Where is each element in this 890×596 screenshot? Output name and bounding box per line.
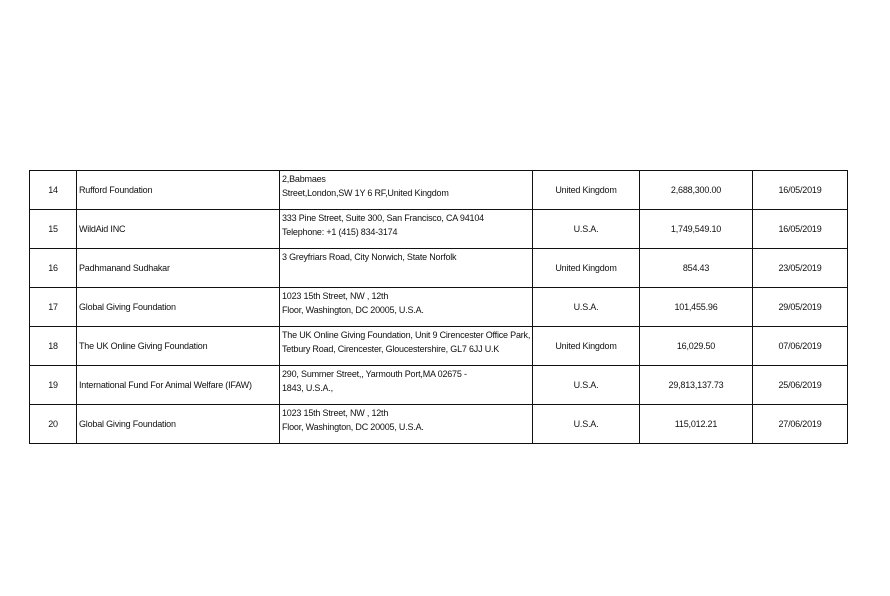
table-row bbox=[30, 210, 848, 249]
donor-address: 333 Pine Street, Suite 300, San Francisco, CA 94104 Telephone: +1 (415) 834-3174 bbox=[280, 210, 533, 249]
donation-date: 29/05/2019 bbox=[753, 288, 848, 327]
donor-country: United Kingdom bbox=[533, 327, 640, 366]
donor-country: U.S.A. bbox=[533, 210, 640, 249]
donation-amount: 2,688,300.00 bbox=[640, 171, 753, 210]
donor-name: Padhmanand Sudhakar bbox=[77, 249, 280, 288]
donor-address: 1023 15th Street, NW , 12th Floor, Washington, DC 20005, U.S.A. bbox=[280, 288, 533, 327]
donor-country: U.S.A. bbox=[533, 366, 640, 405]
table-row bbox=[30, 366, 848, 405]
row-number: 15 bbox=[30, 210, 77, 249]
donor-country: U.S.A. bbox=[533, 288, 640, 327]
donation-date: 16/05/2019 bbox=[753, 171, 848, 210]
donor-country: United Kingdom bbox=[533, 171, 640, 210]
donor-name: Global Giving Foundation bbox=[77, 405, 280, 444]
donation-amount: 115,012.21 bbox=[640, 405, 753, 444]
donation-date: 16/05/2019 bbox=[753, 210, 848, 249]
donation-amount: 16,029.50 bbox=[640, 327, 753, 366]
donation-date: 27/06/2019 bbox=[753, 405, 848, 444]
donation-date: 23/05/2019 bbox=[753, 249, 848, 288]
table-row bbox=[30, 171, 848, 210]
donor-name: The UK Online Giving Foundation bbox=[77, 327, 280, 366]
donor-address: The UK Online Giving Foundation, Unit 9 Cirencester Office Park, Tetbury Road, Cirencester, Gloucestershire, GL7 6JJ U.K bbox=[280, 327, 533, 366]
donation-amount: 29,813,137.73 bbox=[640, 366, 753, 405]
donation-amount: 1,749,549.10 bbox=[640, 210, 753, 249]
row-number: 14 bbox=[30, 171, 77, 210]
donation-amount: 854.43 bbox=[640, 249, 753, 288]
table-row bbox=[30, 288, 848, 327]
row-number: 20 bbox=[30, 405, 77, 444]
row-number: 19 bbox=[30, 366, 77, 405]
row-number: 18 bbox=[30, 327, 77, 366]
donor-name: International Fund For Animal Welfare (IFAW) bbox=[77, 366, 280, 405]
donor-address: 2,Babmaes Street,London,SW 1Y 6 RF,United Kingdom bbox=[280, 171, 533, 210]
table-row bbox=[30, 405, 848, 444]
table-row bbox=[30, 327, 848, 366]
donation-amount: 101,455.96 bbox=[640, 288, 753, 327]
donor-address: 1023 15th Street, NW , 12th Floor, Washington, DC 20005, U.S.A. bbox=[280, 405, 533, 444]
table-row bbox=[30, 249, 848, 288]
row-number: 16 bbox=[30, 249, 77, 288]
donation-date: 25/06/2019 bbox=[753, 366, 848, 405]
donor-name: WildAid INC bbox=[77, 210, 280, 249]
donor-name: Global Giving Foundation bbox=[77, 288, 280, 327]
donations-table bbox=[29, 170, 848, 444]
row-number: 17 bbox=[30, 288, 77, 327]
donor-country: United Kingdom bbox=[533, 249, 640, 288]
donor-address: 290, Summer Street,, Yarmouth Port,MA 02675 - 1843, U.S.A., bbox=[280, 366, 533, 405]
donor-name: Rufford Foundation bbox=[77, 171, 280, 210]
donation-date: 07/06/2019 bbox=[753, 327, 848, 366]
donor-address: 3 Greyfriars Road, City Norwich, State Norfolk bbox=[280, 249, 533, 288]
donor-country: U.S.A. bbox=[533, 405, 640, 444]
